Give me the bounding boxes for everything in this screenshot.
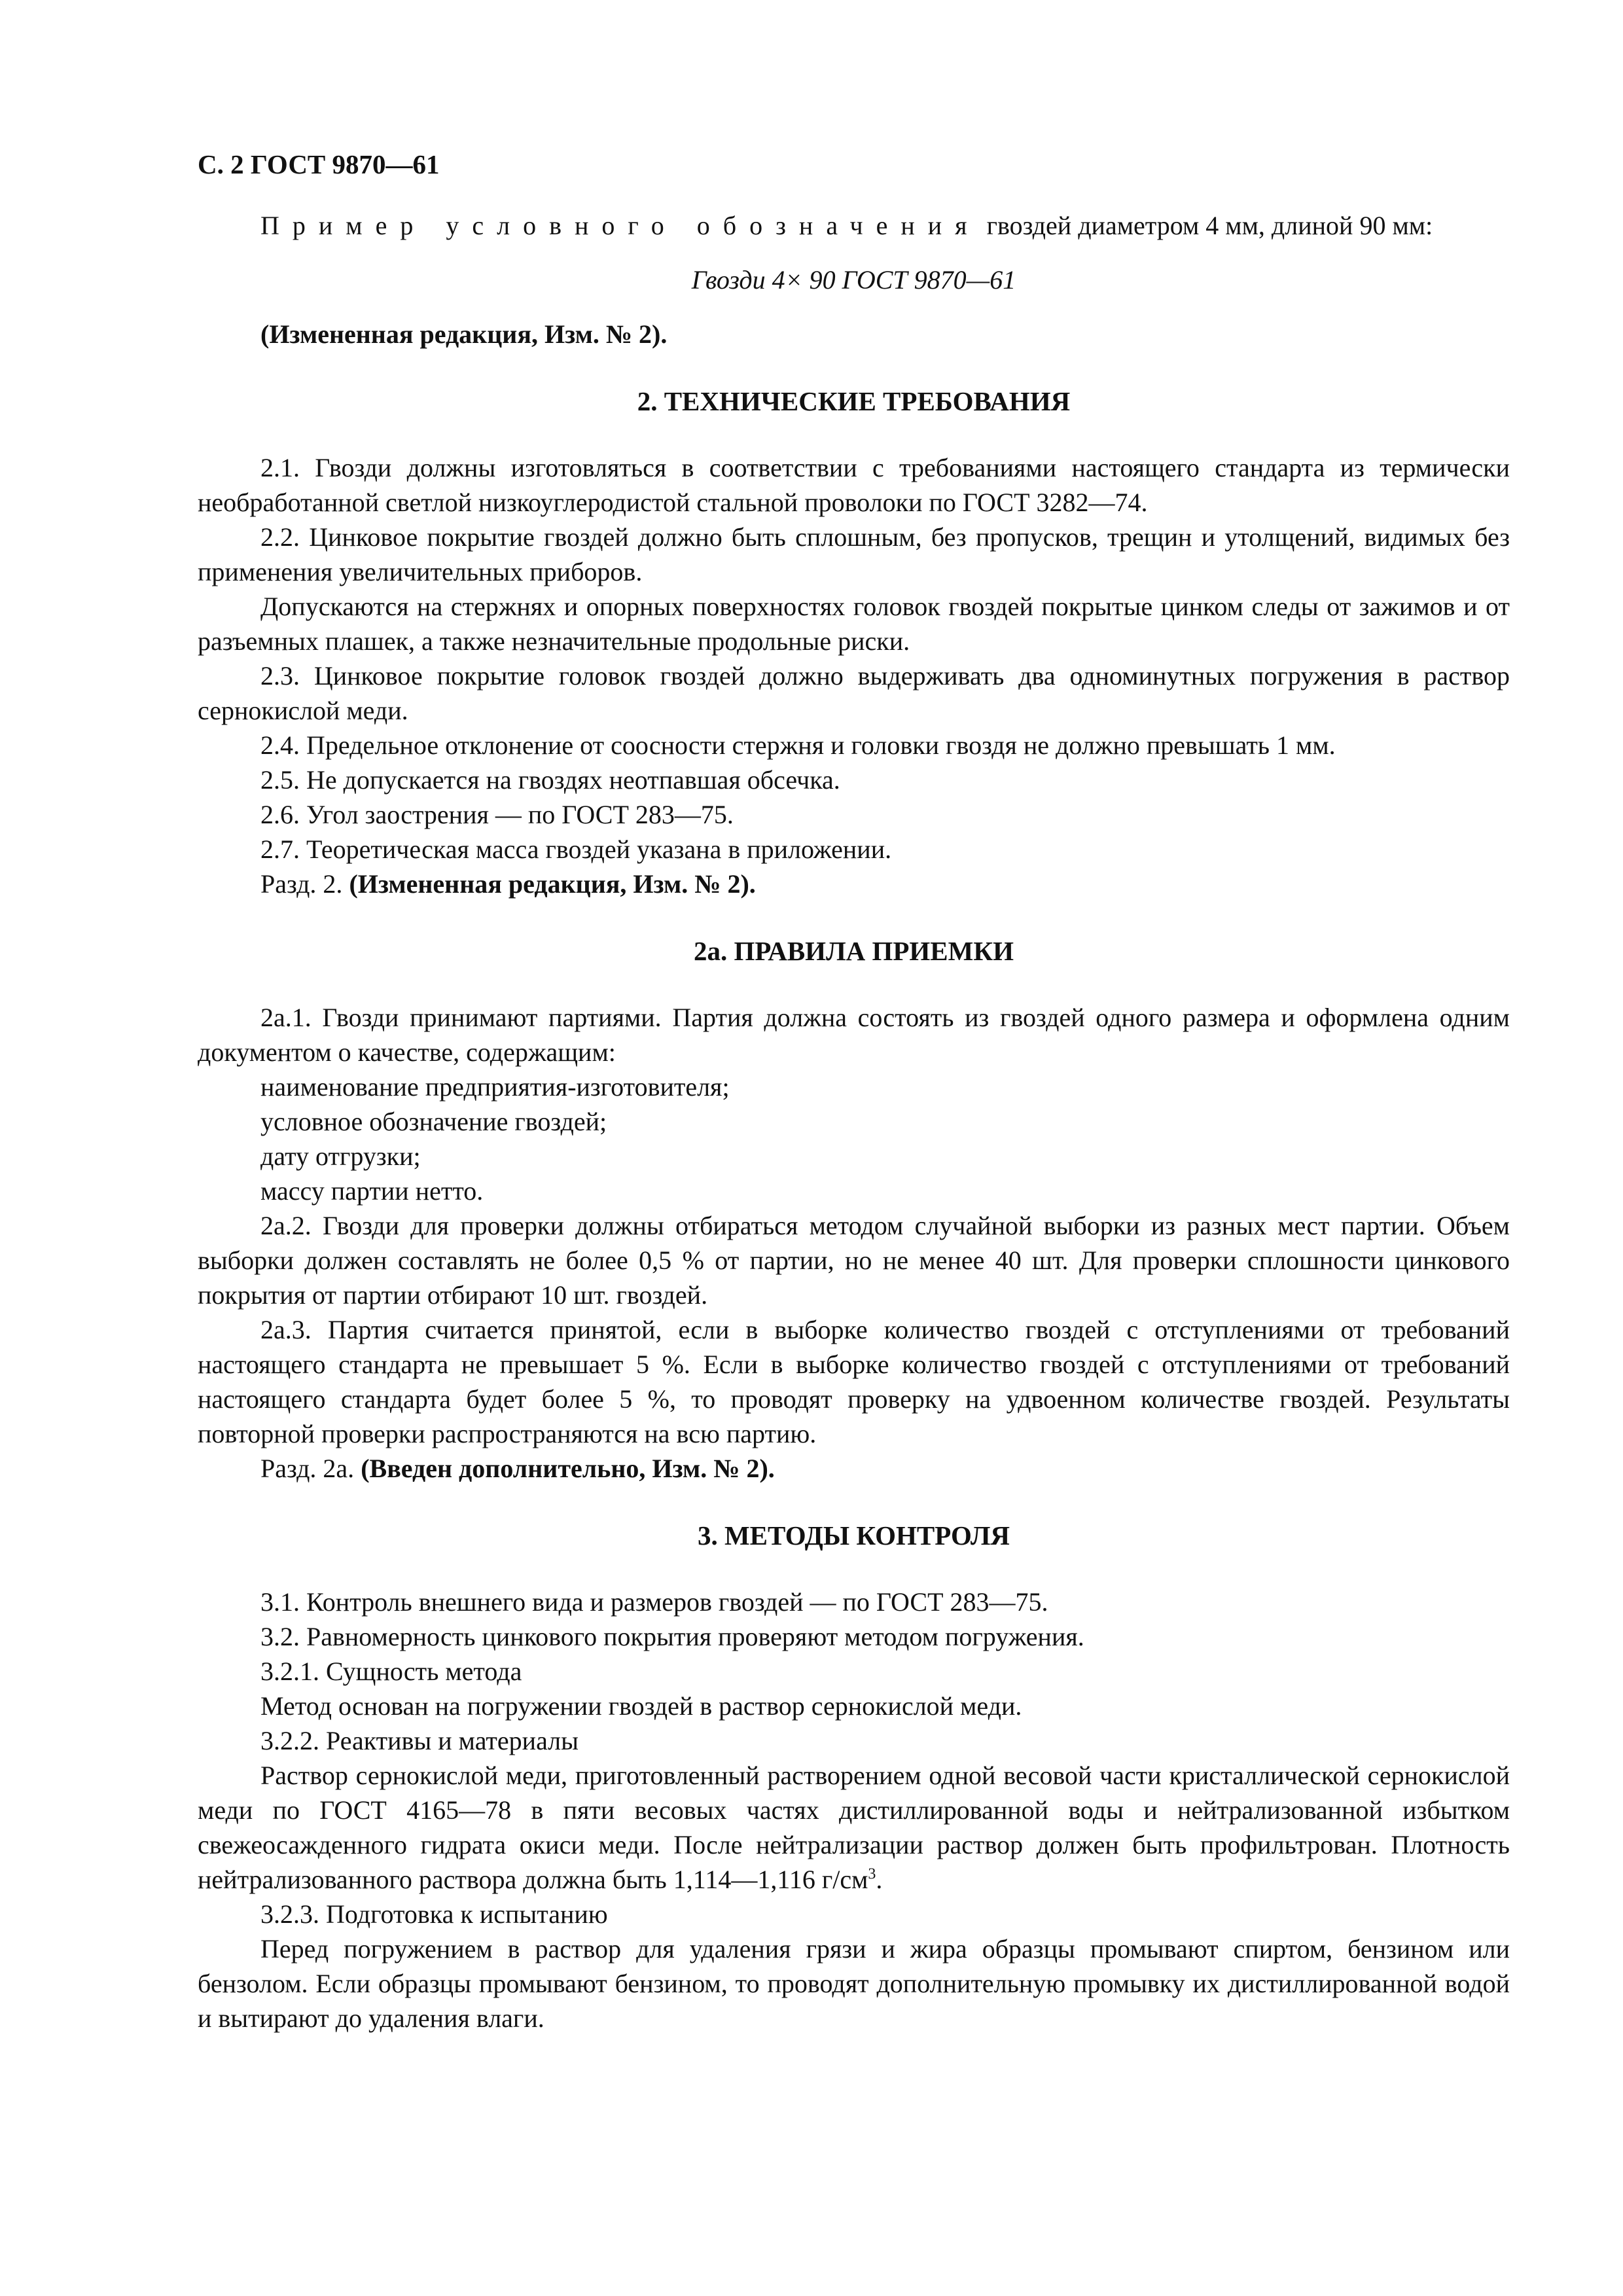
- designation-formula: Гвозди 4× 90 ГОСТ 9870—61: [691, 265, 1016, 295]
- clause-2-7: 2.7. Теоретическая масса гвоздей указана в приложении.: [260, 834, 892, 864]
- superscript-3: 3: [868, 1865, 876, 1883]
- clause-3-2-3-text: Перед погружением в раствор для удаления грязи и жира образцы промывают спиртом, бензином или бензолом. Если образцы промывают бензином, то проводят дополнительную промывку их дистиллированной водой и вытирают до удаления влаги.: [198, 1934, 1510, 2033]
- clause-2-6: 2.6. Угол заострения — по ГОСТ 283—75.: [260, 800, 734, 829]
- example-paragraph: [198, 208, 1510, 243]
- section-2-note-bold: (Измененная редакция, Изм. № 2).: [349, 869, 756, 899]
- page-header: С. 2 ГОСТ 9870—61: [198, 149, 440, 179]
- section-2a-note: [198, 1451, 1510, 1486]
- amendment-note: (Измененная редакция, Изм. № 2).: [260, 319, 668, 349]
- section-3-title: 3. МЕТОДЫ КОНТРОЛЯ: [697, 1520, 1010, 1551]
- clause-3-2-2-text: [198, 1758, 1510, 1897]
- clause-2-5: 2.5. Не допускается на гвоздях неотпавшая обсечка.: [260, 765, 840, 795]
- section-2a-note-bold: (Введен дополнительно, Изм. № 2).: [361, 1454, 775, 1483]
- clause-3-1: 3.1. Контроль внешнего вида и размеров гвоздей — по ГОСТ 283—75.: [260, 1587, 1048, 1617]
- clause-2a-1: 2а.1. Гвозди принимают партиями. Партия должна состоять из гвоздей одного размера и оформлена одним документом о качестве, содержащим:: [198, 1003, 1510, 1067]
- clause-2-1: 2.1. Гвозди должны изготовляться в соответствии с требованиями настоящего стандарта из термически необработанной светлой низкоуглеродистой стальной проволоки по ГОСТ 3282—74.: [198, 453, 1510, 517]
- clause-2-2-cont: Допускаются на стержнях и опорных поверхностях головок гвоздей покрытые цинком следы от зажимов и от разъемных плашек, а также незначительные продольные риски.: [198, 592, 1510, 656]
- clause-3-2-2-body: Раствор сернокислой меди, приготовленный растворением одной весовой части кристаллической сернокислой меди по ГОСТ 4165—78 в пяти весовых частях дистиллированной воды и нейтрализованной избытком свежеосажденного гидрата окиси меди. После нейтрализации раствор должен быть профильтрован. Плотность нейтрализованного раствора должна быть 1,114—1,116 г/см: [198, 1761, 1510, 1894]
- clause-2a-2: 2а.2. Гвозди для проверки должны отбираться методом случайной выборки из разных мест партии. Объем выборки должен составлять не более 0,5 % от партии, но не менее 40 шт. Для проверки сплошности цинкового покрытия от партии отбирают 10 шт. гвоздей.: [198, 1211, 1510, 1310]
- clause-2-4: 2.4. Предельное отклонение от соосности стержня и головки гвоздя не должно превышать 1 мм.: [260, 730, 1336, 760]
- clause-3-2-3: 3.2.3. Подготовка к испытанию: [260, 1899, 608, 1929]
- section-2a-note-prefix: Разд. 2а.: [260, 1454, 361, 1483]
- clause-3-2-2: 3.2.2. Реактивы и материалы: [260, 1726, 579, 1755]
- clause-3-2-1: 3.2.1. Сущность метода: [260, 1657, 522, 1686]
- clause-3-2: 3.2. Равномерность цинкового покрытия проверяют методом погружения.: [260, 1622, 1084, 1651]
- section-2-note: [198, 867, 1510, 901]
- clause-2-3: 2.3. Цинковое покрытие головок гвоздей должно выдерживать два одноминутных погружения в раствор сернокислой меди.: [198, 661, 1510, 725]
- section-2-note-prefix: Разд. 2.: [260, 869, 349, 899]
- list-item: наименование предприятия-изготовителя;: [260, 1072, 730, 1102]
- list-item: массу партии нетто.: [260, 1176, 484, 1206]
- clause-3-2-2-end: .: [876, 1865, 883, 1894]
- section-2-title: 2. ТЕХНИЧЕСКИЕ ТРЕБОВАНИЯ: [637, 386, 1071, 416]
- list-item: дату отгрузки;: [260, 1141, 421, 1171]
- document-page: [198, 147, 1510, 2036]
- clause-2-2: 2.2. Цинковое покрытие гвоздей должно быть сплошным, без пропусков, трещин и утолщений, видимых без применения увеличительных приборов.: [198, 522, 1510, 586]
- example-rest-text: гвоздей диаметром 4 мм, длиной 90 мм:: [980, 211, 1433, 240]
- example-spaced-text: Пример условного обозначения: [260, 211, 980, 240]
- section-2a-title: 2а. ПРАВИЛА ПРИЕМКИ: [694, 936, 1014, 966]
- clause-2a-3: 2а.3. Партия считается принятой, если в выборке количество гвоздей с отступлениями от требований настоящего стандарта не превышает 5 %. Если в выборке количество гвоздей с отступлениями от требований настоящего стандарта будет более 5 %, то проводят проверку на удвоенном количестве гвоздей. Результаты повторной проверки распространяются на всю партию.: [198, 1315, 1510, 1448]
- clause-3-2-1-text: Метод основан на погружении гвоздей в раствор сернокислой меди.: [260, 1691, 1022, 1721]
- list-item: условное обозначение гвоздей;: [260, 1107, 607, 1136]
